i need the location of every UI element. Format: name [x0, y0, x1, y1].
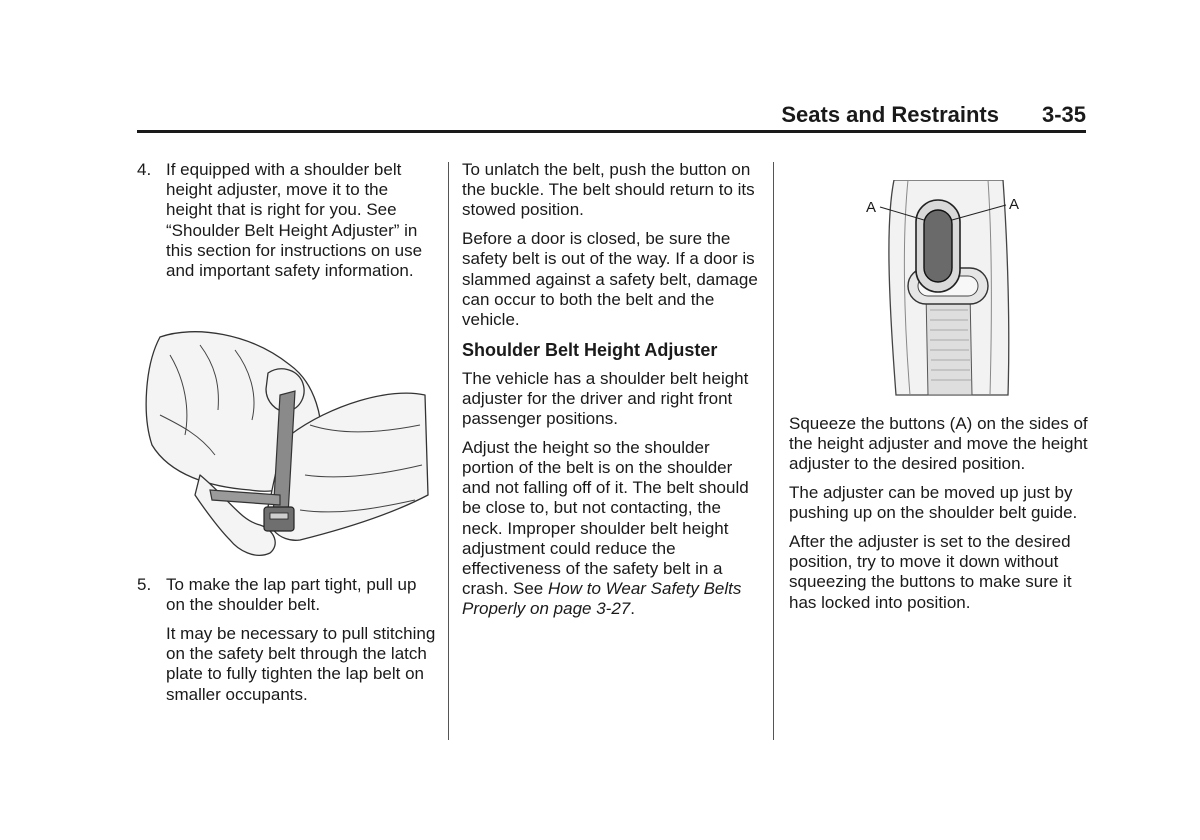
- cross-reference-link: How to Wear Safety Belts Properly on page 3-27: [462, 579, 742, 619]
- column-3: [789, 414, 1089, 621]
- push-up-paragraph: The adjuster can be moved up just by pushing up on the shoulder belt guide.: [789, 483, 1078, 523]
- step-4-text: If equipped with a shoulder belt height adjuster, move it to the height that is right for you. See “Shoulder Belt Height Adjuster” in this section for instructions on use and important safety information.: [166, 160, 423, 281]
- section-title: Seats and Restraints: [781, 102, 999, 127]
- step-5: [137, 575, 437, 615]
- column-1: [137, 160, 437, 290]
- lock-check-paragraph: After the adjuster is set to the desired position, try to move it down without squeezing the buttons to make sure it has locked into position.: [789, 532, 1072, 612]
- label-a-right: A: [1009, 196, 1020, 213]
- adjuster-intro-paragraph: The vehicle has a shoulder belt height adjuster for the driver and right front passenger positions.: [462, 368, 749, 429]
- step-5-text: To make the lap part tight, pull up on the shoulder belt.: [166, 575, 417, 615]
- label-a-left: A: [866, 199, 877, 216]
- step-5-note: It may be necessary to pull stitching on the safety belt through the latch plate to fully tighten the lap belt on smaller occupants.: [166, 623, 436, 704]
- height-adjuster-illustration: [858, 180, 1038, 400]
- section-heading: Shoulder Belt Height Adjuster: [462, 339, 718, 360]
- column-divider-2: [773, 162, 774, 740]
- step-5-number: 5.: [137, 575, 152, 594]
- door-warning-paragraph: Before a door is closed, be sure the safety belt is out of the way. If a door is slammed against a safety belt, damage can occur to both the belt and the vehicle.: [462, 229, 758, 329]
- unlatch-paragraph: To unlatch the belt, push the button on the buckle. The belt should return to its stowed position.: [462, 160, 755, 220]
- step-4-number: 4.: [137, 160, 152, 179]
- fastening-lap-belt-illustration: [140, 325, 430, 570]
- adjust-height-text: Adjust the height so the shoulder portion of the belt is on the shoulder and not falling off of it. The belt should be close to, but not contacting, the neck. Improper shoulder belt height adjustment could reduce the effectiveness of the safety belt in a crash. See: [462, 437, 749, 599]
- column-2: [462, 160, 762, 628]
- page-header: [137, 100, 1086, 133]
- page-number: 3-35: [1041, 102, 1086, 127]
- step-4: [137, 160, 437, 281]
- column-1-lower: [137, 575, 437, 713]
- squeeze-buttons-paragraph: Squeeze the buttons (A) on the sides of the height adjuster and move the height adjuster to the desired position.: [789, 414, 1088, 474]
- column-divider-1: [448, 162, 449, 740]
- adjust-height-paragraph: [462, 438, 762, 620]
- adjust-height-end: .: [630, 599, 635, 619]
